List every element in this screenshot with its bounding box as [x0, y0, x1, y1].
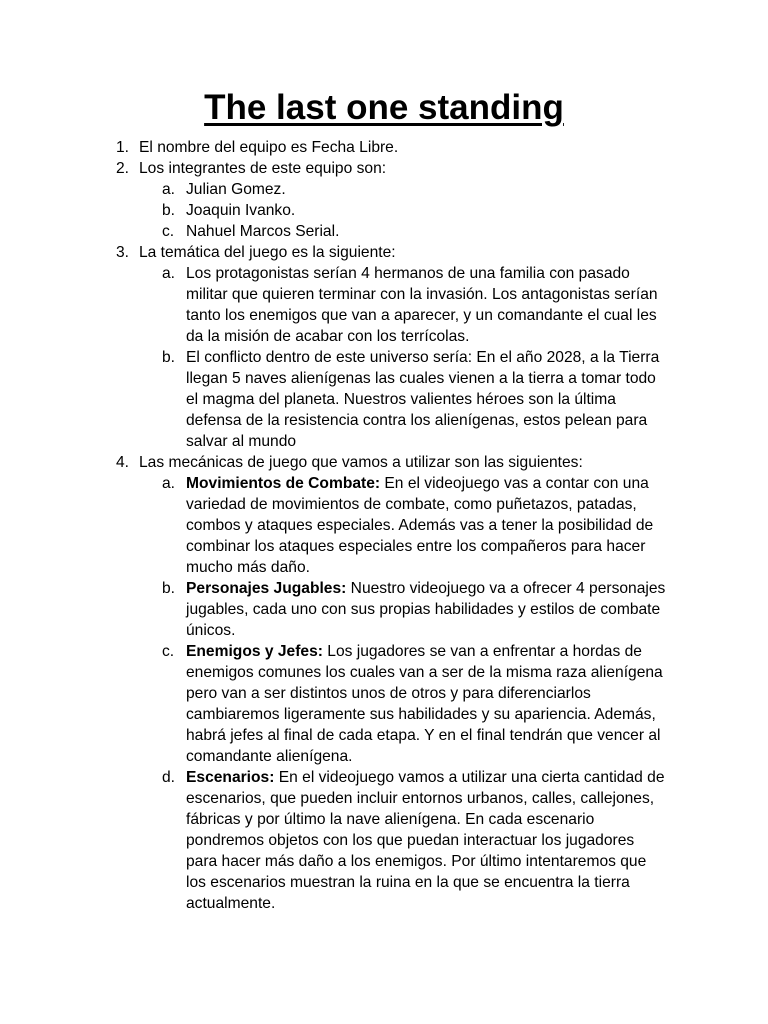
- sub-item-letter: b.: [162, 580, 176, 597]
- sub-item: [0, 200, 768, 221]
- list-item-text: La temática del juego es la siguiente:: [139, 244, 396, 261]
- numbered-list: [0, 137, 768, 914]
- list-item-number: 4.: [116, 454, 130, 471]
- list-item: [0, 158, 768, 179]
- sub-item-text: [186, 641, 666, 767]
- sub-item: [0, 767, 768, 914]
- sub-item: [0, 473, 768, 578]
- sub-item-heading: Movimientos de Combate:: [186, 475, 381, 492]
- sub-item: [0, 221, 768, 242]
- sub-item-body: En el videojuego vas a contar con una variedad de movimientos de combate, como puñetazos, patadas, combos y ataques especiales. Además vas a tener la posibilidad de combinar los ataques especiales entre los compañeros para hacer mucho más daño.: [186, 475, 654, 576]
- list-item-number: 1.: [116, 139, 130, 156]
- document-title: The last one standing: [204, 88, 564, 127]
- sub-item: [0, 263, 768, 347]
- sub-item-letter: b.: [162, 202, 176, 219]
- list-item-text: El nombre del equipo es Fecha Libre.: [139, 139, 399, 156]
- sub-item-letter: d.: [162, 769, 176, 786]
- list-item-number: 2.: [116, 160, 130, 177]
- sub-item-letter: a.: [162, 475, 176, 492]
- sub-item: [0, 179, 768, 200]
- sub-item-text: Joaquin Ivanko.: [186, 202, 296, 219]
- list-item-text: Las mecánicas de juego que vamos a utilizar son las siguientes:: [139, 454, 583, 471]
- list-item: [0, 242, 768, 263]
- sub-item-letter: c.: [162, 223, 175, 240]
- sub-item-body: Los jugadores se van a enfrentar a hordas de enemigos comunes los cuales van a ser de la misma raza alienígena pero van a ser distintos unos de otros y para diferenciarlos cambiaremos ligeramente sus habilidades y su apariencia. Además, habrá jefes al final de cada etapa. Y en el final tendrán que vencer al comandante alienígena.: [186, 643, 663, 765]
- sub-item-heading: Escenarios:: [186, 769, 275, 786]
- sub-item-text: Julian Gomez.: [186, 181, 286, 198]
- sub-item-text: Nahuel Marcos Serial.: [186, 223, 340, 240]
- sub-item-letter: a.: [162, 265, 176, 282]
- sub-item-text: Los protagonistas serían 4 hermanos de una familia con pasado militar que quieren terminar con la invasión. Los antagonistas serían tanto los enemigos que van a aparecer, y un comandante el cual les da la misión de acabar con los terrícolas.: [186, 265, 658, 345]
- sub-item-letter: a.: [162, 181, 176, 198]
- sub-item-text: [186, 767, 666, 914]
- sub-item-text: El conflicto dentro de este universo sería: En el año 2028, a la Tierra llegan 5 naves alienígenas las cuales vienen a la tierra a tomar todo el magma del planeta. Nuestros valientes héroes son la última defensa de la resistencia contra los alienígenas, estos pelean para salvar al mundo: [186, 349, 660, 450]
- sub-item-body: Nuestro videojuego va a ofrecer 4 personajes jugables, cada uno con sus propias habilidades y estilos de combate únicos.: [186, 580, 666, 639]
- sub-item-heading: Enemigos y Jefes:: [186, 643, 323, 660]
- sub-item: [0, 347, 768, 452]
- list-item: [0, 137, 768, 158]
- sub-item-text: [186, 473, 666, 578]
- list-item: [0, 452, 768, 473]
- list-item-text: Los integrantes de este equipo son:: [139, 160, 387, 177]
- sub-item-heading: Personajes Jugables:: [186, 580, 347, 597]
- sub-item-letter: c.: [162, 643, 175, 660]
- sub-item-letter: b.: [162, 349, 176, 366]
- sub-item: [0, 641, 768, 767]
- sub-item-body: En el videojuego vamos a utilizar una cierta cantidad de escenarios, que pueden incluir entornos urbanos, calles, callejones, fábricas y por último la nave alienígena. En cada escenario pondremos objetos con los que puedan interactuar los jugadores para hacer más daño a los enemigos. Por último intentaremos que los escenarios muestran la ruina en la que se encuentra la tierra actualmente.: [186, 769, 665, 912]
- sub-item: [0, 578, 768, 641]
- sub-item-text: [186, 578, 666, 641]
- list-item-number: 3.: [116, 244, 130, 261]
